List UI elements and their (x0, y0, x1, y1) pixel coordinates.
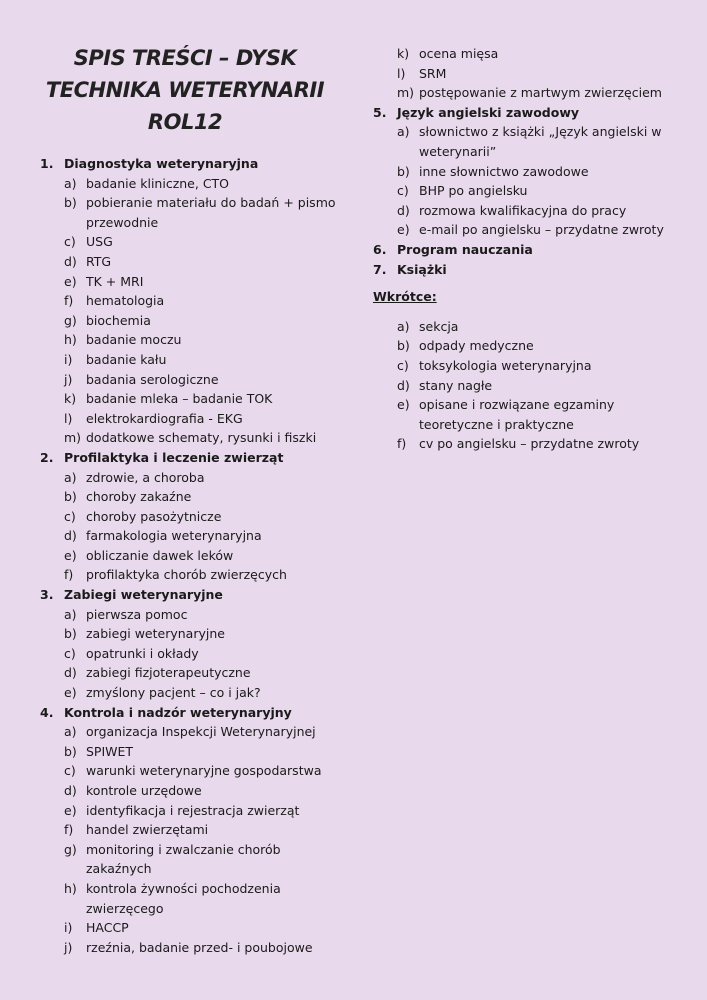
section-ksiazki (373, 260, 673, 280)
item-letter: l) (64, 410, 73, 426)
item-letter: h) (64, 880, 77, 896)
item-text: ocena mięsa (419, 46, 499, 61)
item-text: elektrokardiografia - EKG (86, 410, 243, 426)
item-text: obliczanie dawek leków (86, 547, 234, 563)
item-text: hematologia (86, 293, 165, 309)
item-letter: d) (64, 665, 77, 681)
item-letter: k) (64, 391, 77, 407)
item-text: słownictwo z książki „Język angielski w weterynarii” (419, 124, 662, 159)
section-heading (373, 103, 673, 123)
item-text: zmyślony pacjent – co i jak? (86, 685, 261, 701)
list-item (40, 565, 340, 585)
list-item (40, 624, 340, 644)
item-text: opatrunki i okłady (86, 645, 199, 661)
item-letter: a) (64, 606, 77, 622)
section-program-nauczania (373, 240, 673, 260)
item-text: e-mail po angielsku – przydatne zwroty (419, 222, 664, 238)
list-item (373, 434, 673, 454)
item-letter: c) (397, 183, 409, 199)
list-item (373, 201, 673, 221)
item-text: badanie mleka – badanie TOK (86, 391, 273, 407)
item-text: kontrola żywności pochodzenia zwierzęcego (86, 880, 281, 916)
item-text: sekcja (419, 318, 459, 334)
list-item (40, 291, 340, 311)
section-heading (40, 585, 340, 605)
section-heading (373, 240, 673, 260)
list-item (40, 761, 340, 781)
list-item (40, 820, 340, 840)
section-kontrola-continued (373, 44, 673, 103)
section-profilaktyka (40, 448, 340, 585)
list-item (40, 546, 340, 566)
item-text: choroby zakaźne (86, 489, 192, 505)
item-letter: d) (64, 528, 77, 544)
item-letter: d) (64, 253, 77, 269)
list-item (40, 644, 340, 664)
item-letter: k) (397, 46, 410, 61)
section-label: Profilaktyka i leczenie zwierząt (64, 449, 284, 465)
item-letter: j) (64, 371, 73, 387)
item-text: organizacja Inspekcji Weterynaryjnej (86, 724, 316, 740)
item-text: TK + MRI (86, 273, 144, 289)
section-label: Zabiegi weterynaryjne (64, 587, 223, 603)
item-letter: a) (397, 124, 410, 140)
item-text: SRM (419, 65, 447, 81)
list-item (40, 252, 340, 272)
item-text: cv po angielsku – przydatne zwroty (419, 436, 640, 452)
item-text: rozmowa kwalifikacyjna do pracy (419, 202, 627, 218)
list-item (40, 605, 340, 625)
item-letter: b) (64, 489, 77, 505)
list-item (373, 376, 673, 396)
item-text: rzeźnia, badanie przed- i poubojowe (86, 939, 313, 955)
item-letter: c) (64, 508, 76, 524)
item-text: dodatkowe schematy, rysunki i fiszki (86, 430, 317, 446)
item-letter: e) (64, 802, 77, 818)
item-text: kontrole urzędowe (86, 783, 202, 798)
section-label: Program nauczania (397, 241, 533, 257)
list-item (40, 801, 340, 821)
item-letter: f) (397, 436, 407, 452)
list-item (40, 487, 340, 507)
list-item (40, 193, 340, 232)
item-letter: m) (64, 430, 82, 446)
list-item (40, 722, 340, 742)
item-letter: f) (64, 293, 74, 309)
item-text: choroby pasożytnicze (86, 508, 222, 524)
item-text: badanie moczu (86, 332, 182, 348)
item-letter: m) (397, 85, 415, 101)
list-item (40, 507, 340, 527)
list-item (373, 336, 673, 356)
list-item (373, 83, 673, 103)
item-letter: b) (397, 163, 410, 179)
coming-soon-heading: Wkrótce: (373, 289, 437, 305)
list-item (373, 395, 673, 434)
item-letter: e) (397, 397, 410, 413)
list-item (373, 64, 673, 84)
title-line-1: SPIS TREŚCI – DYSK (73, 46, 297, 70)
section-heading (373, 260, 673, 280)
list-item (40, 174, 340, 194)
item-text: farmakologia weterynaryjna (86, 528, 262, 544)
section-jezyk-angielski (373, 103, 673, 240)
section-heading (40, 448, 340, 468)
section-number: 1. (40, 156, 54, 171)
list-item (373, 181, 673, 201)
item-letter: d) (397, 377, 410, 393)
item-text: odpady medyczne (419, 338, 534, 354)
item-letter: f) (64, 567, 74, 583)
item-letter: e) (397, 222, 410, 238)
list-item (40, 683, 340, 703)
item-text: RTG (86, 253, 112, 269)
section-label: Język angielski zawodowy (397, 104, 580, 120)
item-text: BHP po angielsku (419, 183, 528, 199)
item-text: badanie kliniczne, CTO (86, 175, 230, 191)
list-item (40, 526, 340, 546)
list-item (40, 879, 340, 918)
item-letter: b) (397, 338, 410, 354)
list-item (40, 840, 340, 879)
section-heading (40, 703, 340, 723)
section-number: 5. (373, 104, 387, 120)
coming-soon (373, 287, 673, 454)
item-letter: l) (397, 65, 406, 81)
item-text: toksykologia weterynaryjna (419, 357, 592, 373)
item-letter: e) (64, 685, 77, 701)
list-item (373, 220, 673, 240)
list-item (40, 781, 340, 801)
item-letter: d) (397, 202, 410, 218)
item-text: zabiegi weterynaryjne (86, 626, 225, 642)
section-label: Diagnostyka weterynaryjna (64, 156, 259, 171)
item-text: SPIWET (86, 743, 134, 759)
list-item (373, 122, 673, 161)
item-text: zdrowie, a choroba (86, 469, 205, 485)
section-label: Książki (397, 261, 447, 277)
list-item (40, 272, 340, 292)
item-text: badanie kału (86, 351, 167, 367)
item-letter: a) (64, 724, 77, 740)
item-letter: c) (64, 234, 76, 250)
item-letter: a) (64, 469, 77, 485)
list-item (40, 918, 340, 938)
item-letter: a) (397, 318, 410, 334)
section-number: 7. (373, 261, 387, 277)
item-text: pobieranie materiału do badań + pismo przewodnie (86, 195, 336, 230)
list-item (40, 330, 340, 350)
item-letter: b) (64, 195, 77, 211)
list-item (40, 409, 340, 429)
list-item (373, 317, 673, 337)
section-number: 3. (40, 587, 54, 603)
item-text: biochemia (86, 312, 151, 328)
list-item (40, 389, 340, 409)
item-letter: g) (64, 841, 77, 857)
item-text: badania serologiczne (86, 371, 219, 387)
list-item (373, 44, 673, 64)
section-heading (40, 154, 340, 174)
item-text: monitoring i zwalczanie chorób zakaźnych (86, 841, 281, 877)
item-letter: f) (64, 822, 74, 838)
item-letter: e) (64, 547, 77, 563)
section-label: Kontrola i nadzór weterynaryjny (64, 704, 292, 720)
item-letter: e) (64, 273, 77, 289)
item-letter: c) (397, 357, 409, 373)
list-item (40, 232, 340, 252)
section-number: 4. (40, 704, 54, 720)
item-letter: i) (64, 351, 73, 367)
item-text: zabiegi fizjoterapeutyczne (86, 665, 251, 681)
item-letter: c) (64, 645, 76, 661)
section-diagnostyka (40, 154, 340, 448)
item-text: USG (86, 234, 113, 250)
item-text: profilaktyka chorób zwierzęcych (86, 567, 287, 583)
title-line-2: TECHNIKA WETERYNARII (45, 78, 325, 102)
item-letter: h) (64, 332, 77, 348)
list-item (373, 356, 673, 376)
list-item (40, 311, 340, 331)
item-text: postępowanie z martwym zwierzęciem (419, 85, 662, 101)
section-zabiegi (40, 585, 340, 703)
list-item (40, 938, 340, 958)
item-text: handel zwierzętami (86, 822, 209, 838)
item-letter: a) (64, 175, 77, 191)
item-text: HACCP (86, 920, 129, 936)
section-number: 6. (373, 241, 387, 257)
item-letter: d) (64, 783, 77, 798)
item-letter: g) (64, 312, 77, 328)
item-letter: b) (64, 743, 77, 759)
item-text: warunki weterynaryjne gospodarstwa (86, 763, 322, 779)
item-text: inne słownictwo zawodowe (419, 163, 589, 179)
item-letter: c) (64, 763, 76, 779)
list-item (40, 663, 340, 683)
item-text: pierwsza pomoc (86, 606, 188, 622)
list-item (40, 468, 340, 488)
section-number: 2. (40, 449, 54, 465)
list-item (373, 162, 673, 182)
list-item (40, 742, 340, 762)
list-item (40, 350, 340, 370)
right-column (373, 44, 673, 454)
list-item (40, 370, 340, 390)
item-letter: i) (64, 920, 73, 936)
item-text: opisane i rozwiązane egzaminy teoretyczne i praktyczne (419, 397, 615, 432)
item-letter: b) (64, 626, 77, 642)
item-text: identyfikacja i rejestracja zwierząt (86, 802, 300, 818)
page-title (40, 42, 330, 138)
left-column (40, 42, 340, 957)
item-letter: j) (64, 939, 73, 955)
item-text: stany nagłe (419, 377, 493, 393)
list-item (40, 428, 340, 448)
title-line-3: ROL12 (147, 110, 223, 134)
section-kontrola (40, 703, 340, 958)
